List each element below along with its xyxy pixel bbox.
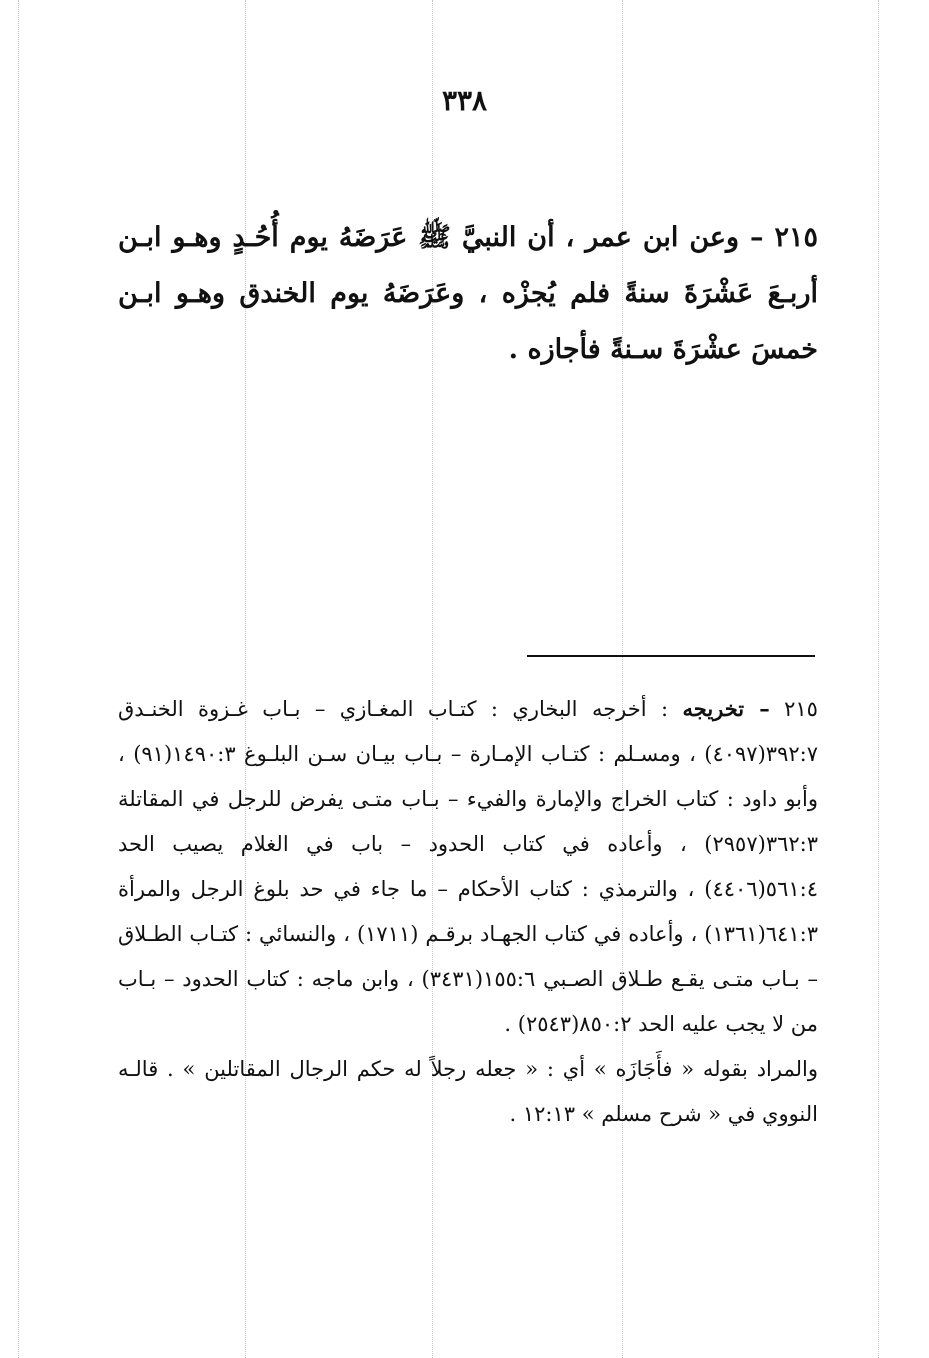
hadith-number: ٢١٥ [774, 222, 819, 253]
footnote-divider [527, 655, 815, 657]
page-number: ٣٣٨ [441, 84, 488, 117]
takhrij-text: : أخرجه البخاري : كتـاب المغـازي – بـاب غـزوة الخنـدق ٣٩٢:٧(٤٠٩٧) ، ومسـلم : كتـاب الإمـارة – بـاب بيـان سـن البلـوغ ١٤٩٠:٣(٩١) ، وأبو داود : كتاب الخراج والإمارة والفيء – بـاب متـى يفرض للرجل في المقاتلة ٣٦٢:٣(٢٩٥٧) ، وأعاده في كتاب الحدود – باب في الغلام يصيب الحد ٥٦١:٤(٤٤٠٦) ، والترمذي : كتاب الأحكام – ما جاء في حد بلوغ الرجل والمرأة ٦٤١:٣(١٣٦١) ، وأعاده في كتاب الجهـاد برقـم (١٧١١) ، والنسائي : كتـاب الطـلاق – بـاب متـى يقـع طـلاق الصـبي ١٥٥:٦(٣٤٣١) ، وابن ماجه : كتاب الحدود – بـاب من لا يجب عليه الحد ٨٥٠:٢(٢٥٤٣) . [118, 697, 819, 1036]
footnote-number: ٢١٥ [784, 697, 818, 721]
footnote-label: – تخريجه [682, 696, 770, 721]
footnotes-section [118, 686, 818, 1137]
scan-artifact-line [245, 0, 246, 1358]
takhrij-footnote [118, 686, 818, 1047]
scan-artifact-line [432, 0, 433, 1358]
hadith-text: – وعن ابن عمر ، أن النبيَّ ﷺ عَرَضَهُ يوم أُحُـدٍ وهـو ابـن أربـعَ عَشْرَةَ سنةً فلم يُجزْه ، وعَرَضَهُ يوم الخندق وهـو ابـن خمسَ عشْرَةَ سـنةً فأجازه . [118, 222, 818, 365]
hadith-paragraph [118, 210, 818, 378]
scan-artifact-line [622, 0, 623, 1358]
meaning-note: والمراد بقوله « فأَجَازَه » أي : « جعله رجلاً له حكم الرجال المقاتلين » . قالـه النووي في « شرح مسلم » ١٢:١٣ . [118, 1057, 818, 1126]
scan-artifact-line [18, 0, 19, 1358]
scan-artifact-line [878, 0, 879, 1358]
